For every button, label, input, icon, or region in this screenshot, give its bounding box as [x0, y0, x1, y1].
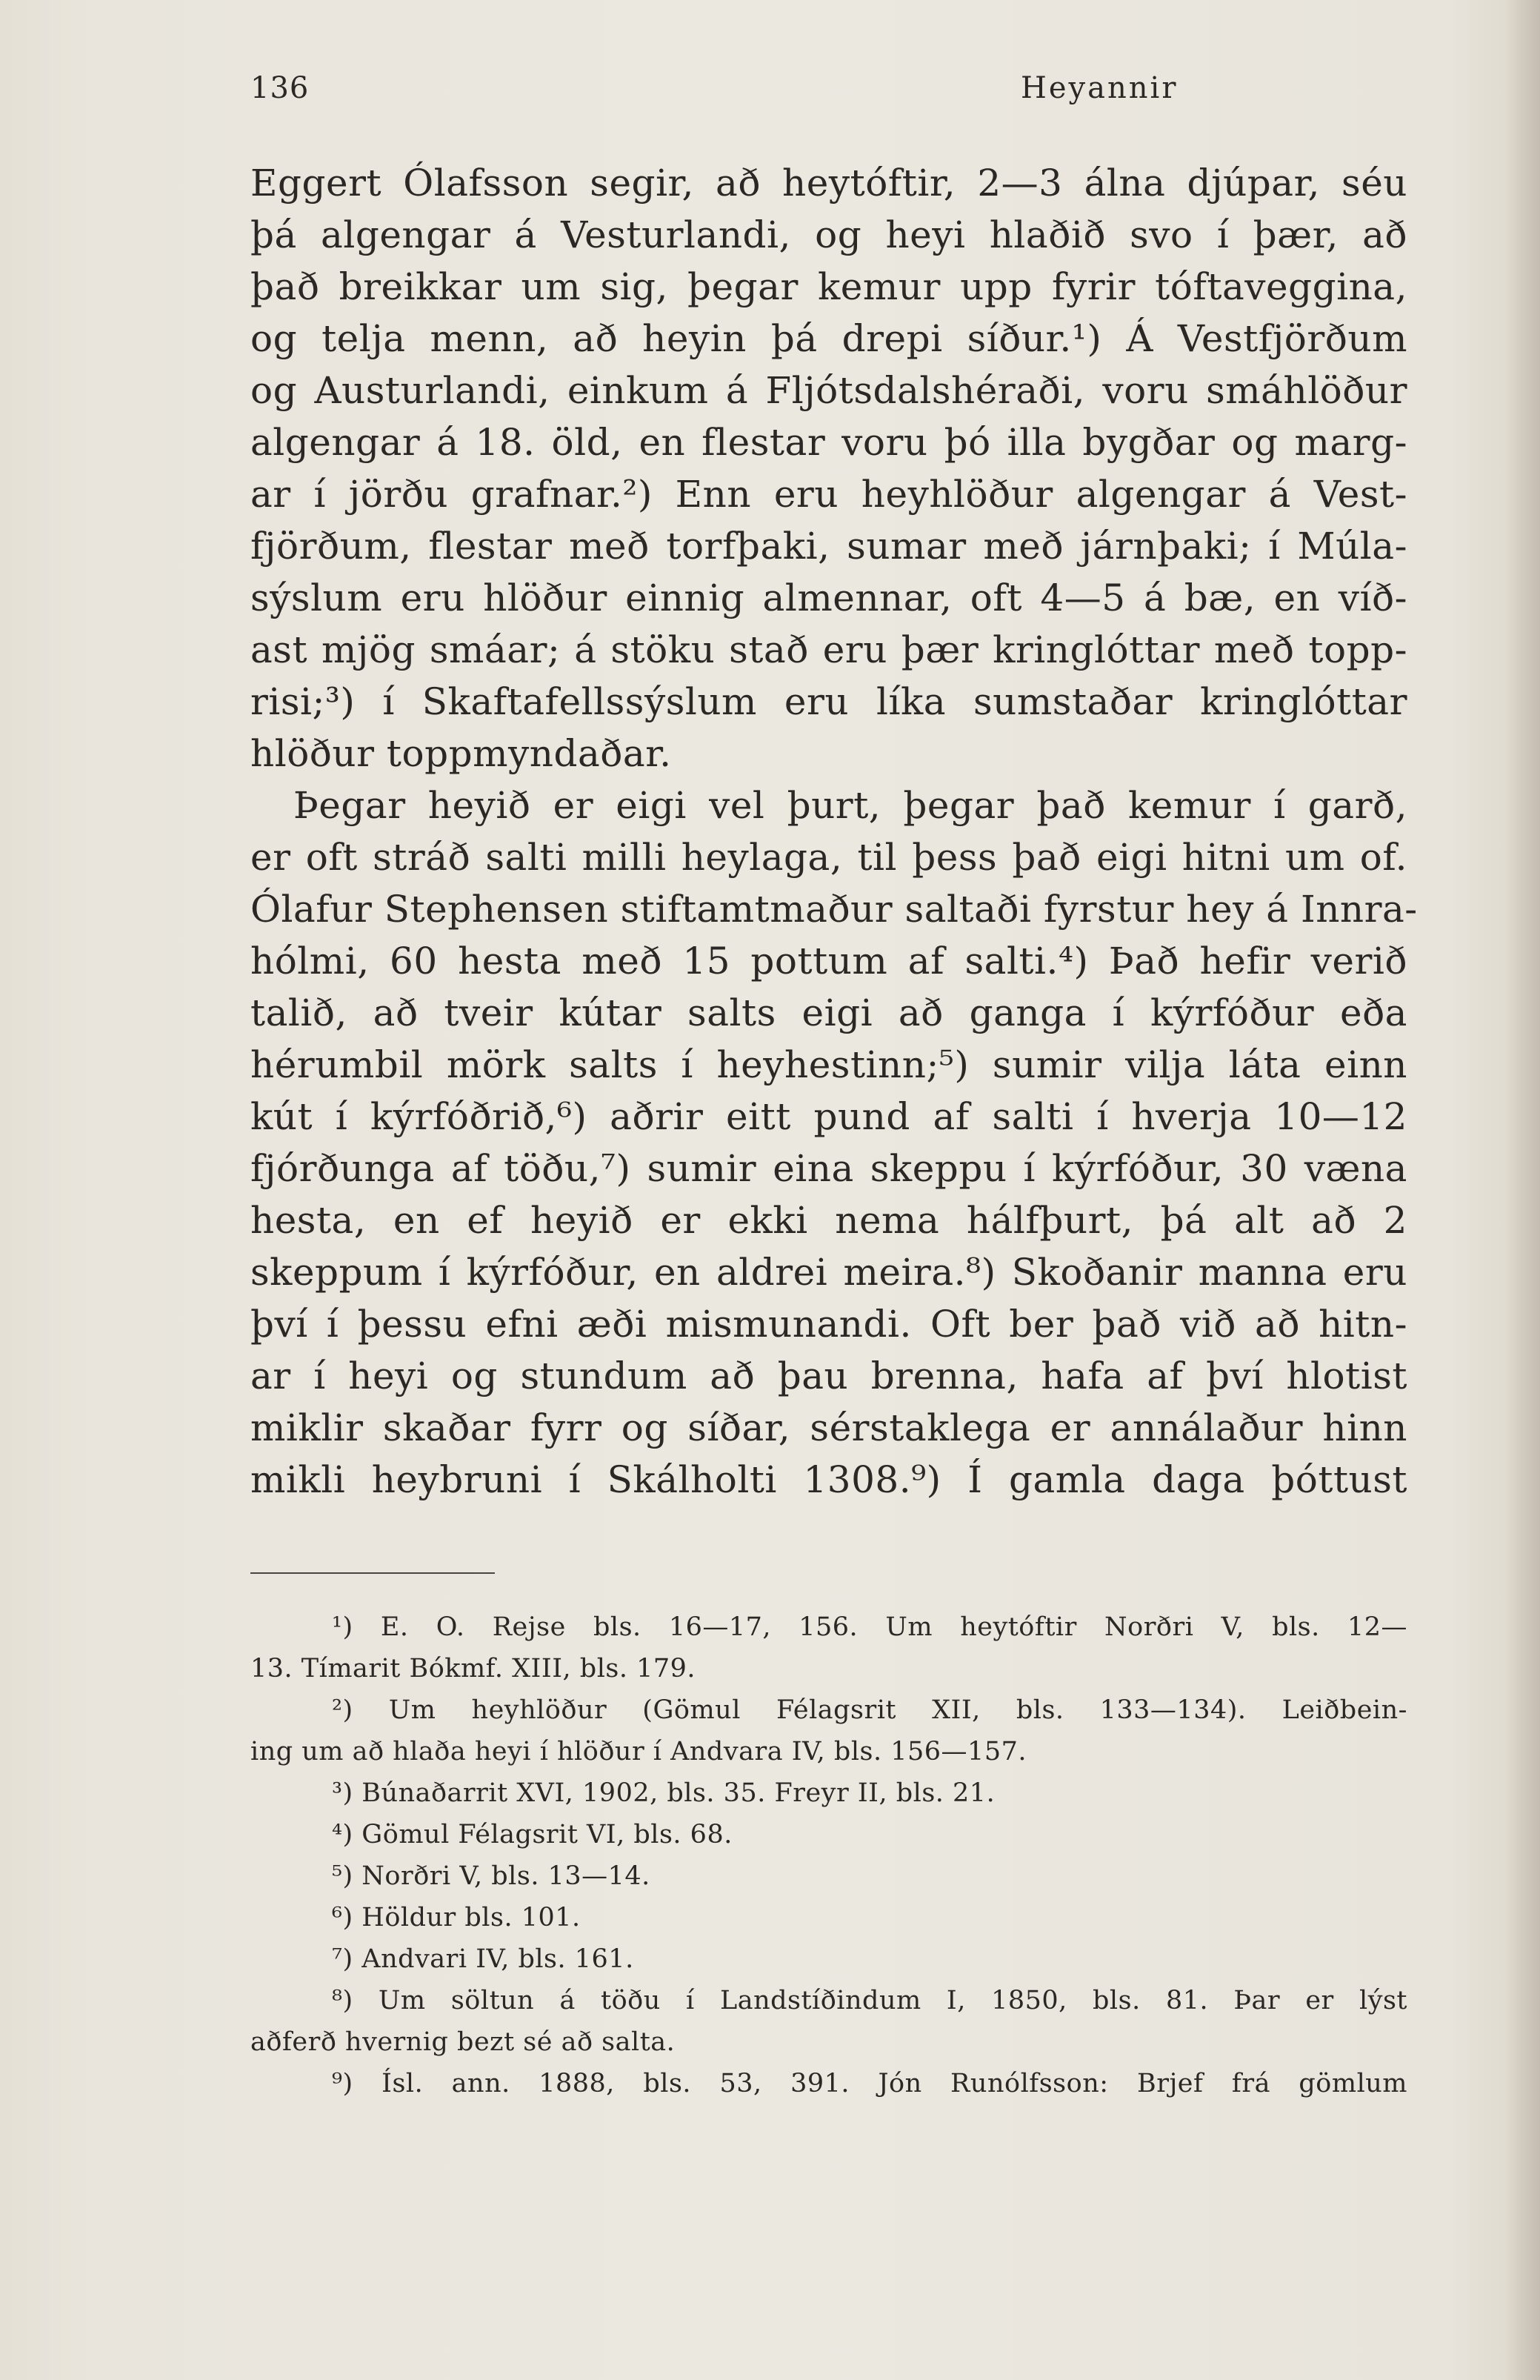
running-title: Heyannir: [1021, 71, 1179, 105]
text-line: hólmi, 60 hesta með 15 pottum af salti.⁴) Það hefir verið: [250, 940, 1407, 983]
text-line: Eggert Ólafsson segir, að heytóftir, 2—3 álna djúpar, séu: [250, 162, 1407, 205]
text-line: og Austurlandi, einkum á Fljótsdalshéraði, voru smáhlöður: [250, 369, 1407, 412]
text-line: algengar á 18. öld, en flestar voru þó illa bygðar og marg-: [250, 421, 1407, 464]
footnote-line: aðferð hvernig bezt sé að salta.: [250, 2027, 676, 2057]
footnote-line: ing um að hlaða heyi í hlöður í Andvara IV, bls. 156—157.: [250, 1737, 1027, 1766]
footnotes: [250, 1606, 1407, 2104]
main-text: [250, 157, 1418, 1506]
text-line: ast mjög smáar; á stöku stað eru þær kringlóttar með topp-: [250, 628, 1407, 671]
footnote-line: ⁶) Höldur bls. 101.: [332, 1903, 581, 1932]
footnote-line: ⁸) Um söltun á töðu í Landstíðindum I, 1850, bls. 81. Þar er lýst: [332, 1986, 1407, 2015]
text-line: mikli heybruni í Skálholti 1308.⁹) Í gamla daga þóttust: [250, 1458, 1407, 1501]
footnote-line: ³) Búnaðarrit XVI, 1902, bls. 35. Freyr II, bls. 21.: [332, 1778, 996, 1808]
footnote-line: ¹) E. O. Rejse bls. 16—17, 156. Um heytóftir Norðri V, bls. 12—: [332, 1612, 1407, 1642]
footnote-line: ⁹) Ísl. ann. 1888, bls. 53, 391. Jón Runólfsson: Brjef frá gömlum: [332, 2069, 1407, 2098]
text-line: ar í heyi og stundum að þau brenna, hafa af því hlotist: [250, 1354, 1407, 1397]
text-line: Ólafur Stephensen stiftamtmaður saltaði fyrstur hey á Innra-: [250, 888, 1418, 931]
footnote-line: ⁷) Andvari IV, bls. 161.: [332, 1944, 634, 1974]
footnote-line: ²) Um heyhlöður (Gömul Félagsrit XII, bls. 133—134). Leiðbein-: [332, 1695, 1407, 1725]
text-line: hlöður toppmyndaðar.: [250, 732, 672, 775]
page-edge-shadow: [1504, 0, 1540, 2380]
footnote-line: 13. Tímarit Bókmf. XIII, bls. 179.: [250, 1654, 696, 1683]
text-line: hérumbil mörk salts í heyhestinn;⁵) sumir vilja láta einn: [250, 1043, 1407, 1086]
text-line: talið, að tveir kútar salts eigi að ganga í kýrfóður eða: [250, 991, 1407, 1034]
text-line: og telja menn, að heyin þá drepi síður.¹) Á Vestfjörðum: [250, 317, 1407, 360]
text-line: Þegar heyið er eigi vel þurt, þegar það kemur í garð,: [293, 784, 1407, 827]
text-line: því í þessu efni æði mismunandi. Oft ber það við að hitn-: [250, 1303, 1407, 1346]
text-line: ar í jörðu grafnar.²) Enn eru heyhlöður algengar á Vest-: [250, 473, 1407, 516]
text-line: sýslum eru hlöður einnig almennar, oft 4—5 á bæ, en víð-: [250, 576, 1407, 619]
text-line: það breikkar um sig, þegar kemur upp fyrir tóftaveggina,: [250, 265, 1407, 308]
page-number: 136: [250, 71, 310, 105]
text-line: hesta, en ef heyið er ekki nema hálfþurt, þá alt að 2: [250, 1199, 1407, 1242]
text-line: þá algengar á Vesturlandi, og heyi hlaðið svo í þær, að: [250, 213, 1407, 256]
footnote-divider: [250, 1572, 495, 1574]
text-line: kút í kýrfóðrið,⁶) aðrir eitt pund af salti í hverja 10—12: [250, 1095, 1407, 1138]
running-head: [250, 71, 1421, 116]
text-line: fjórðunga af töðu,⁷) sumir eina skeppu í kýrfóður, 30 væna: [250, 1147, 1407, 1190]
text-line: fjörðum, flestar með torfþaki, sumar með járnþaki; í Múla-: [250, 525, 1407, 568]
text-line: risi;³) í Skaftafellssýslum eru líka sumstaðar kringlóttar: [250, 680, 1407, 723]
footnote-line: ⁵) Norðri V, bls. 13—14.: [332, 1861, 650, 1891]
text-line: miklir skaðar fyrr og síðar, sérstaklega er annálaður hinn: [250, 1406, 1407, 1449]
text-line: skeppum í kýrfóður, en aldrei meira.⁸) Skoðanir manna eru: [250, 1251, 1407, 1294]
text-line: er oft stráð salti milli heylaga, til þess það eigi hitni um of.: [250, 836, 1407, 879]
footnote-line: ⁴) Gömul Félagsrit VI, bls. 68.: [332, 1820, 733, 1849]
